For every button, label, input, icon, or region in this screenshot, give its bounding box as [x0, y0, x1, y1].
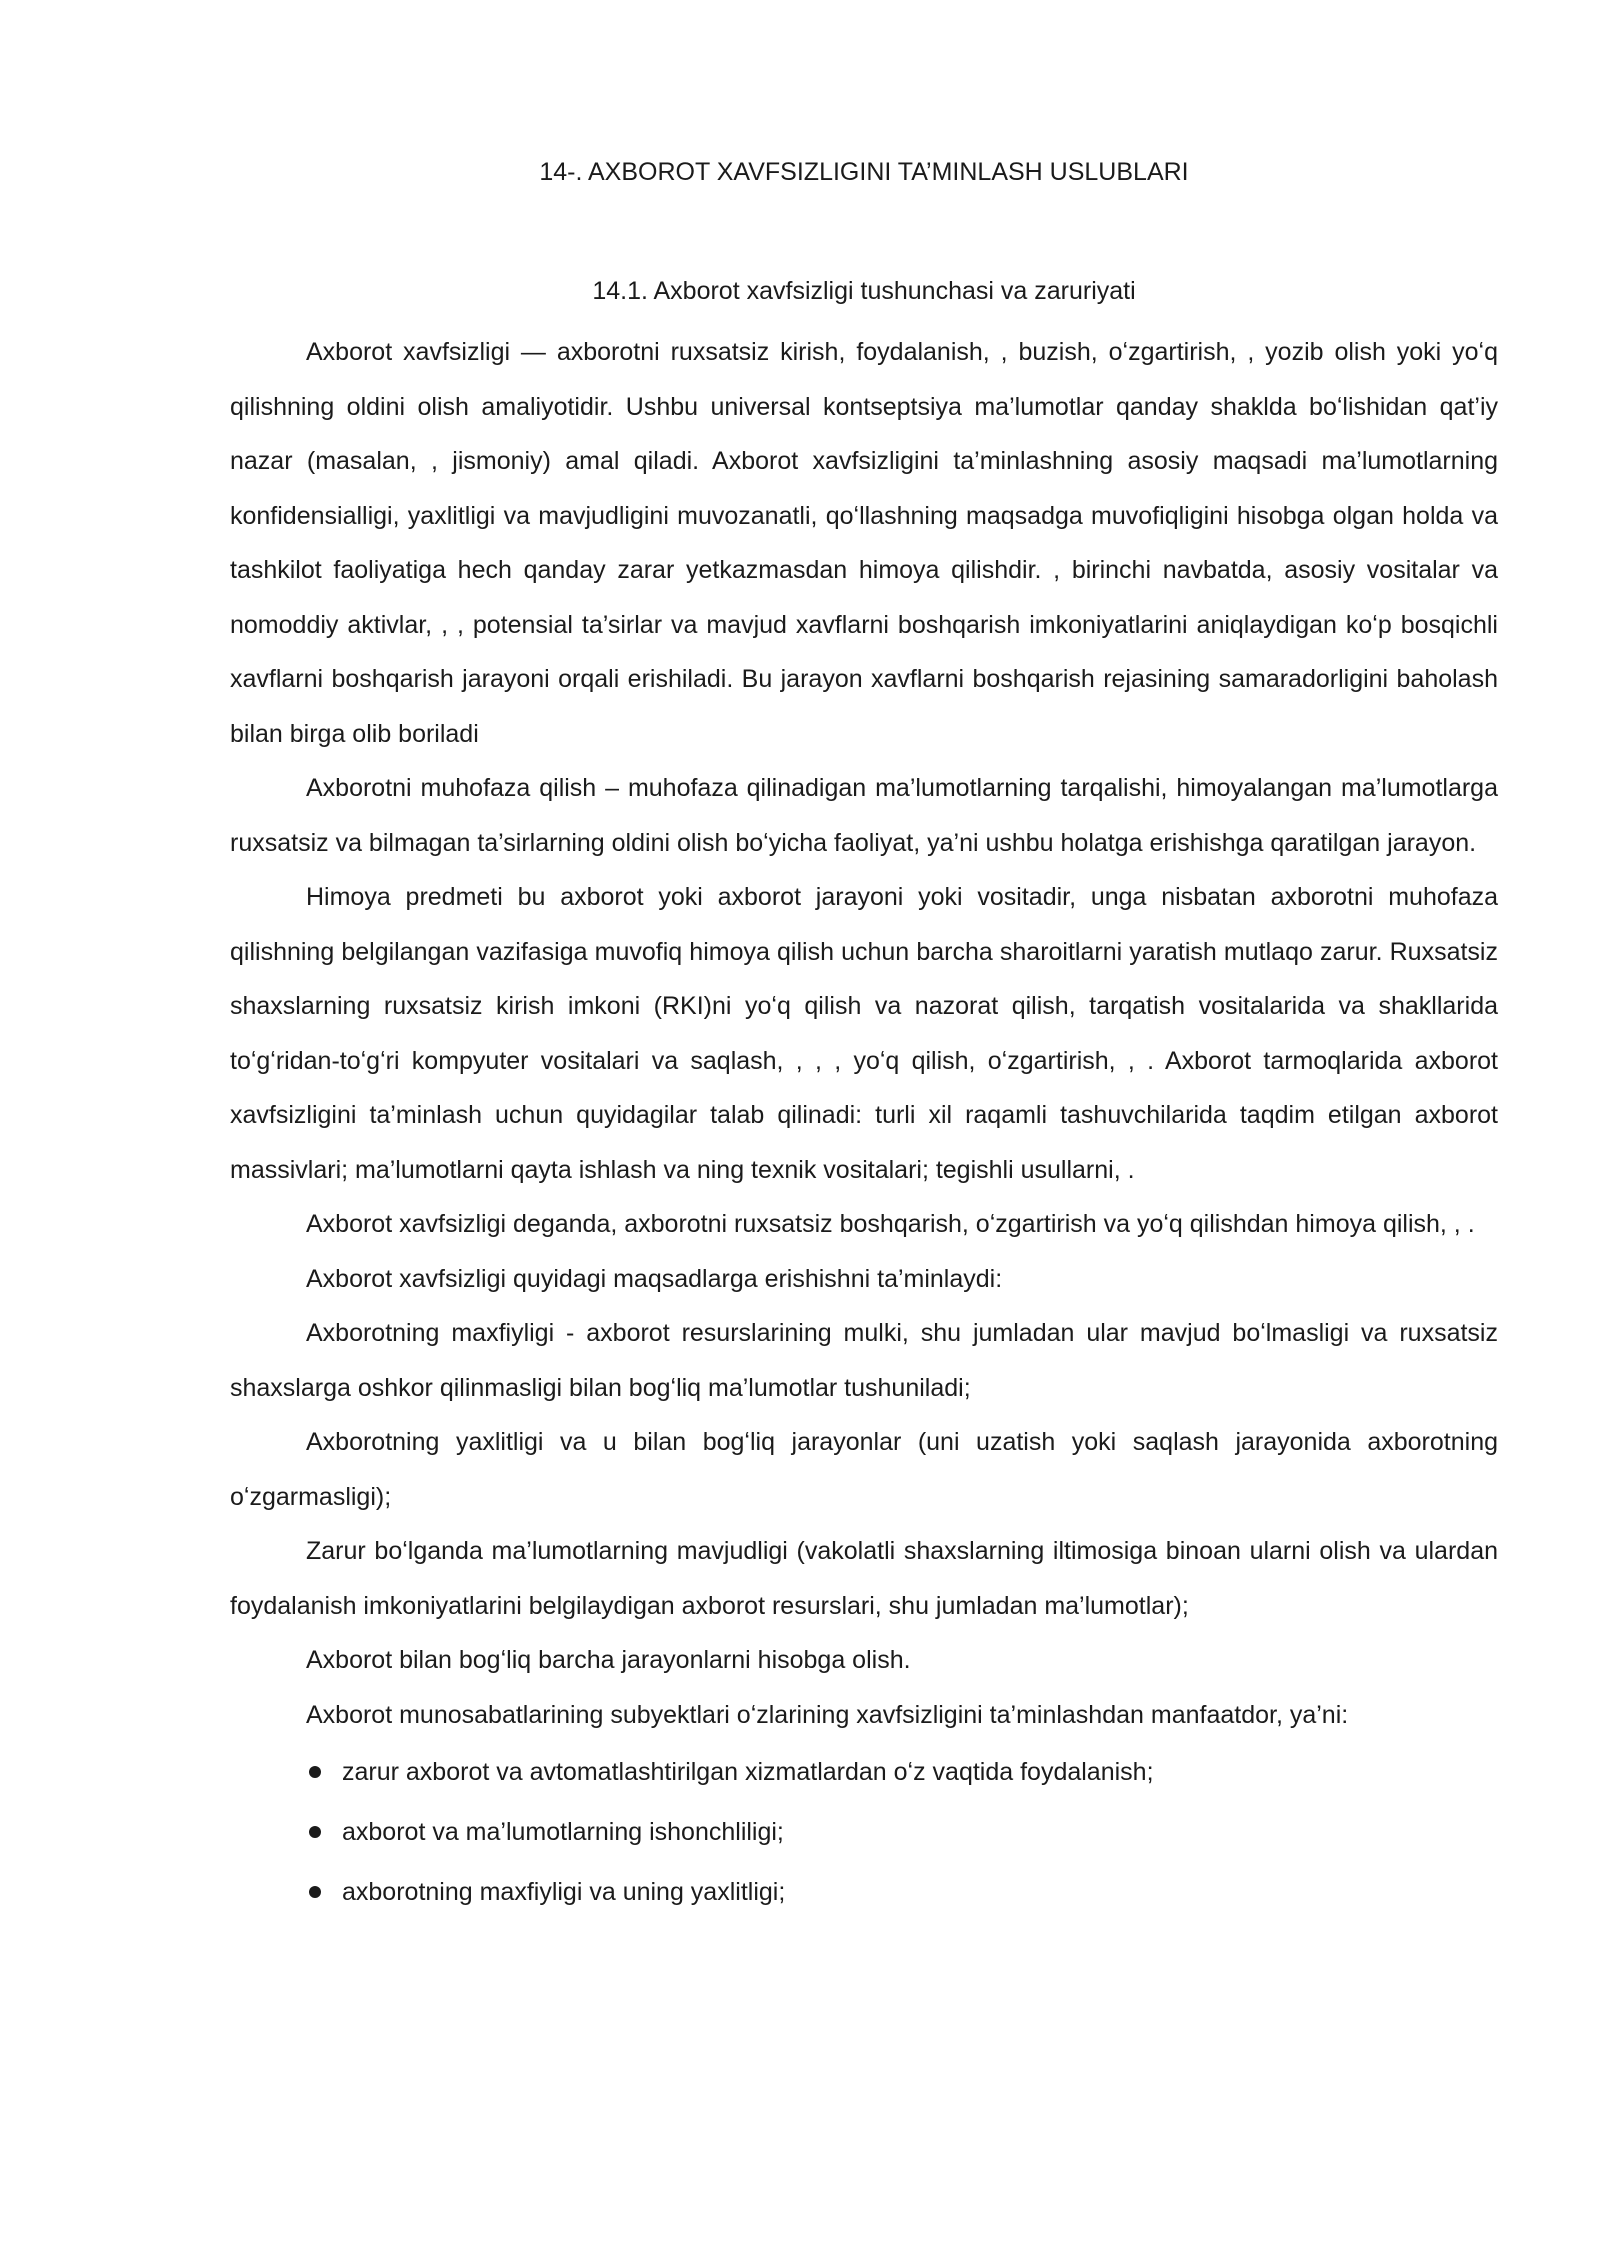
bullet-icon	[309, 1826, 321, 1838]
paragraph-subjects: Axborot munosabatlarining subyektlari oʻzlarining xavfsizligini ta’minlashdan manfaatdor, ya’ni:	[306, 1700, 1349, 1729]
list-item	[230, 1742, 1498, 1802]
list-item	[230, 1802, 1498, 1862]
bullet-icon	[309, 1886, 321, 1898]
paragraph-availability: Zarur boʻlganda ma’lumotlarning mavjudligi (vakolatli shaxslarning iltimosiga binoan ularni olish va ulardan foydalanish imkoniyatlarini belgilaydigan axborot resurslari, shu jumladan ma’lumotlar);	[230, 1537, 1498, 1620]
paragraph-protection: Axborotni muhofaza qilish – muhofaza qilinadigan ma’lumotlarning tarqalishi, himoyalangan ma’lumotlarga ruxsatsiz va bilmagan ta’sirlarning oldini olish boʻyicha faoliyat, ya’ni ushbu holatga erishishga qaratilgan jarayon.	[230, 774, 1498, 857]
chapter-title: 14-. AXBOROT XAVFSIZLIGINI TA’MINLASH USLUBLARI	[539, 158, 1189, 186]
list-item-text: axborotning maxfiyligi va uning yaxlitligi;	[342, 1878, 786, 1906]
document-page	[230, 0, 1498, 2262]
paragraph-goals-intro: Axborot xavfsizligi quyidagi maqsadlarga erishishni ta’minlaydi:	[306, 1264, 1003, 1293]
paragraph-integrity: Axborotning yaxlitligi va u bilan bogʻliq jarayonlar (uni uzatish yoki saqlash jarayonida axborotning oʻzgarmasligi);	[230, 1428, 1498, 1511]
bullet-icon	[309, 1766, 321, 1778]
paragraph-confidentiality: Axborotning maxfiyligi - axborot resurslarining mulki, shu jumladan ular mavjud boʻlmasligi va ruxsatsiz shaxslarga oshkor qilinmasligi bilan bogʻliq ma’lumotlar tushuniladi;	[230, 1319, 1498, 1402]
paragraph-accounting: Axborot bilan bogʻliq barcha jarayonlarni hisobga olish.	[306, 1646, 911, 1674]
paragraph-meaning: Axborot xavfsizligi deganda, axborotni ruxsatsiz boshqarish, oʻzgartirish va yoʻq qilishdan himoya qilish, , .	[306, 1210, 1475, 1238]
bullet-list	[230, 1742, 1498, 1922]
body-text	[230, 325, 1498, 1922]
list-item	[230, 1862, 1498, 1922]
list-item-text: zarur axborot va avtomatlashtirilgan xizmatlardan oʻz vaqtida foydalanish;	[342, 1758, 1154, 1786]
paragraph-definition: Axborot xavfsizligi — axborotni ruxsatsiz kirish, foydalanish, , buzish, oʻzgartirish, , yozib olish yoki yoʻq qilishning oldini olish amaliyotidir. Ushbu universal kontseptsiya ma’lumotlar qanday shaklda boʻlishidan qat’iy nazar (masalan, , jismoniy) amal qiladi. Axborot xavfsizligini ta’minlashning asosiy maqsadi ma’lumotlarning konfidensialligi, yaxlitligi va mavjudligini muvozanatli, qoʻllashning maqsadga muvofiqligini hisobga olgan holda va tashkilot faoliyatiga hech qanday zarar yetkazmasdan himoya qilishdir. , birinchi navbatda, asosiy vositalar va nomoddiy aktivlar, , , potensial ta’sirlar va mavjud xavflarni boshqarish imkoniyatlarini aniqlaydigan koʻp bosqichli xavflarni boshqarish jarayoni orqali erishiladi. Bu jarayon xavflarni boshqarish rejasining samaradorligini baholash bilan birga olib boriladi	[230, 338, 1498, 748]
section-title: 14.1. Axborot xavfsizligi tushunchasi va zaruriyati	[592, 277, 1136, 305]
paragraph-subject: Himoya predmeti bu axborot yoki axborot jarayoni yoki vositadir, unga nisbatan axborotni muhofaza qilishning belgilangan vazifasiga muvofiq himoya qilish uchun barcha sharoitlarni yaratish mutlaqo zarur. Ruxsatsiz shaxslarning ruxsatsiz kirish imkoni (RKI)ni yoʻq qilish va nazorat qilish, tarqatish vositalarida va shakllarida toʻgʻridan-toʻgʻri kompyuter vositalari va saqlash, , , , yoʻq qilish, oʻzgartirish, , . Axborot tarmoqlarida axborot xavfsizligini ta’minlash uchun quyidagilar talab qilinadi: turli xil raqamli tashuvchilarida taqdim etilgan axborot massivlari; ma’lumotlarni qayta ishlash va ning texnik vositalari; tegishli usullarni, .	[230, 883, 1498, 1184]
list-item-text: axborot va ma’lumotlarning ishonchliligi;	[342, 1818, 784, 1846]
